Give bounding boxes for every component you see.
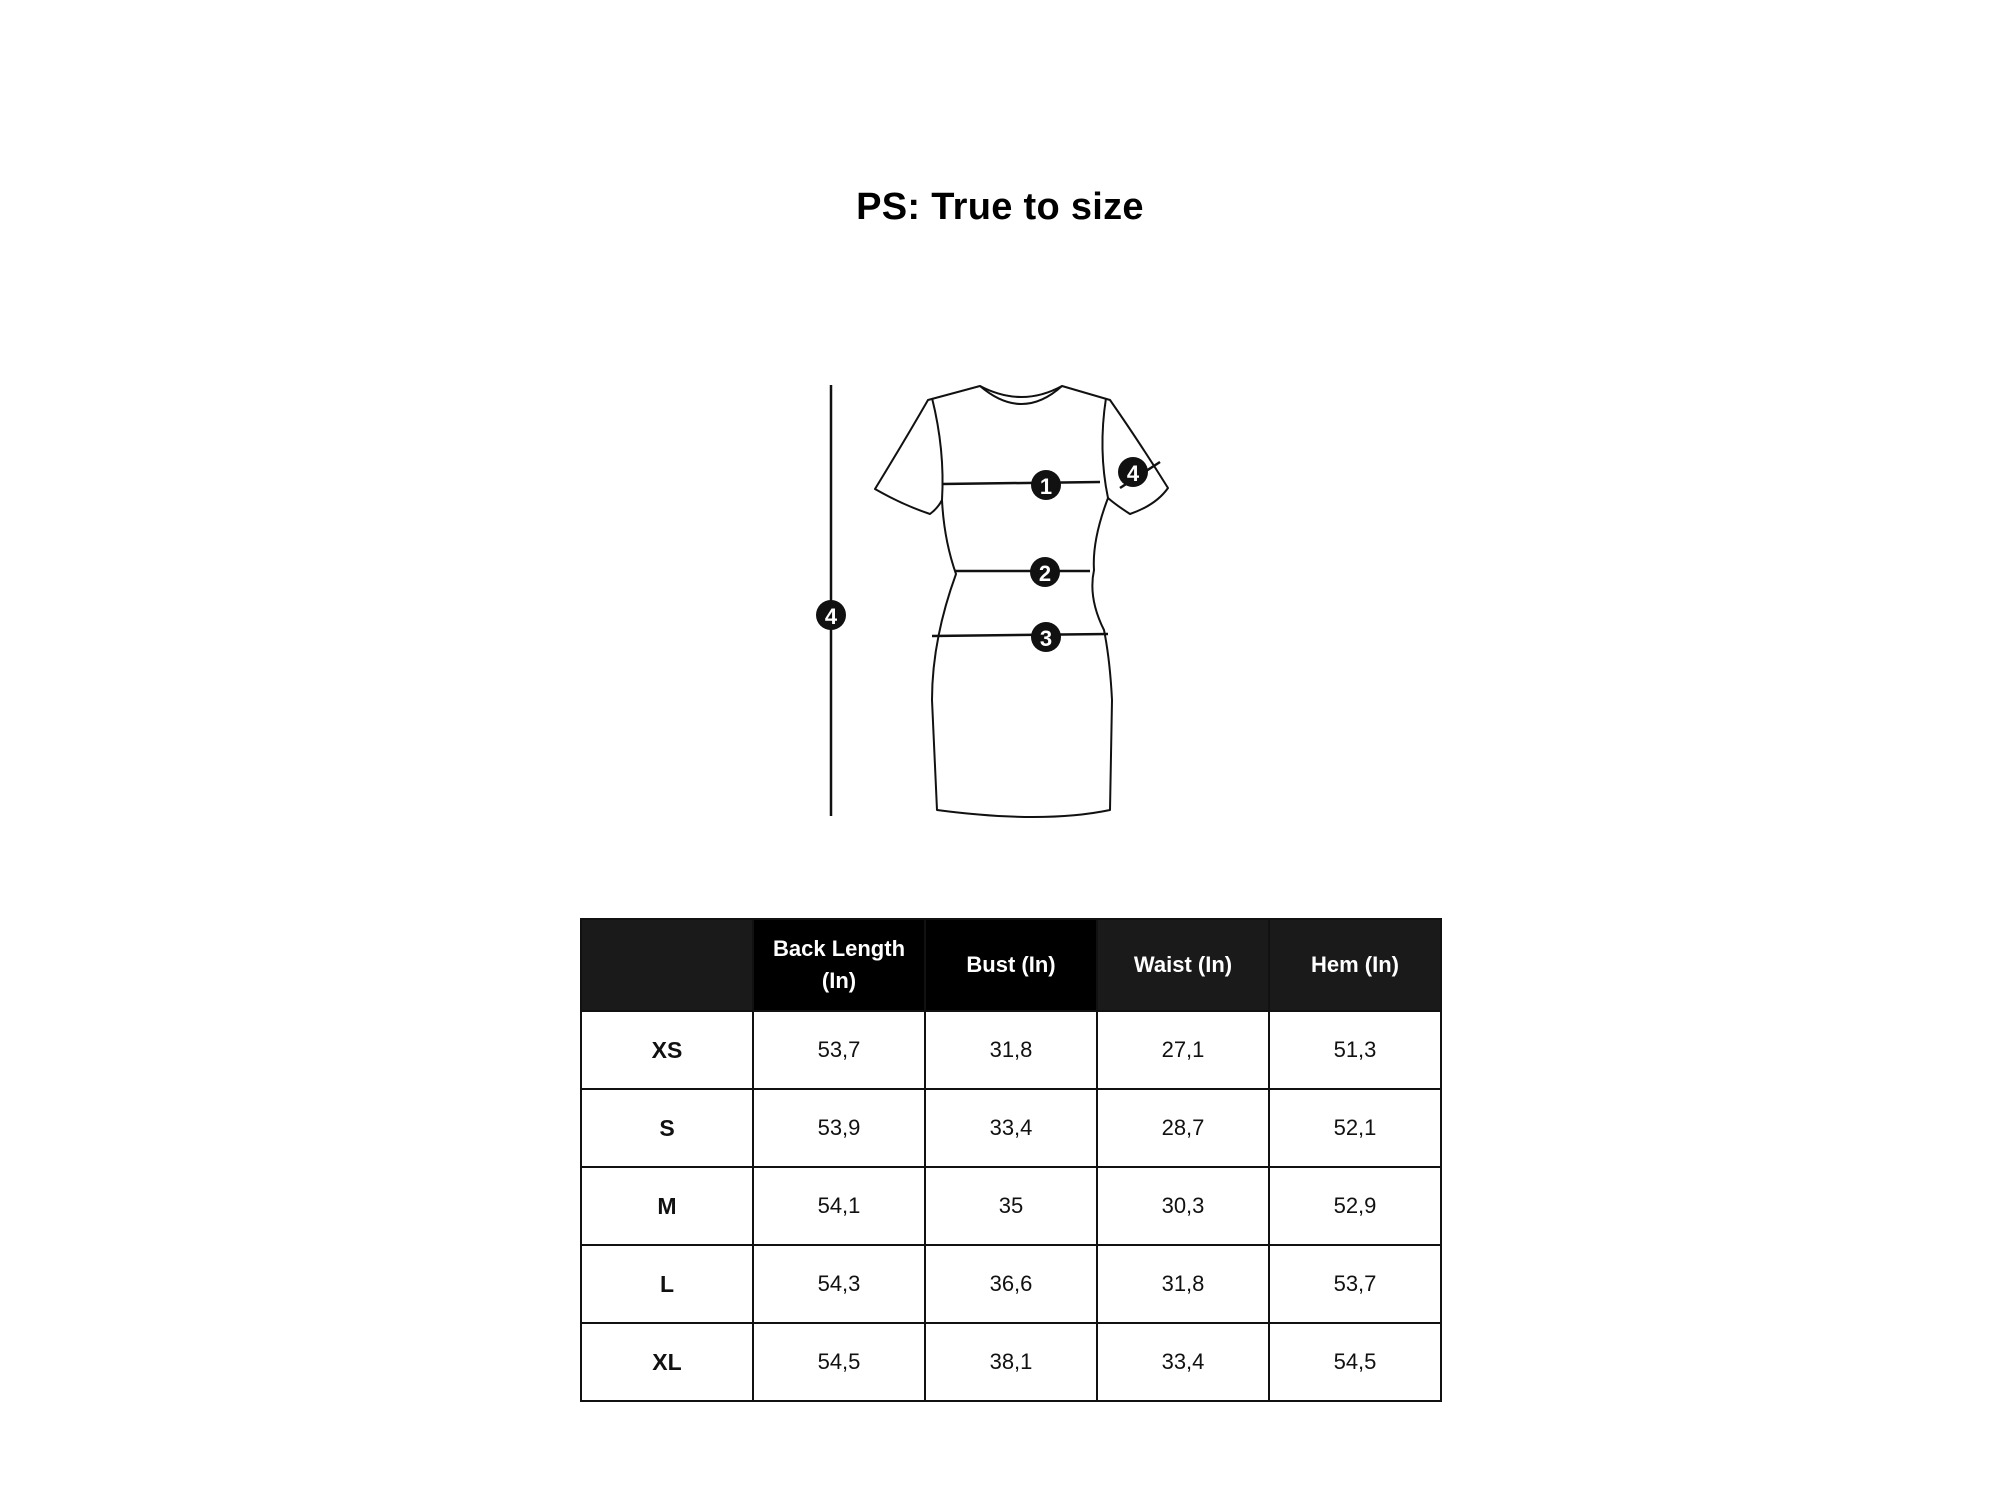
size-label: M	[581, 1167, 753, 1245]
bust-line	[942, 482, 1100, 484]
right-sleeve-seam	[1102, 398, 1108, 498]
waist-value: 33,4	[1097, 1323, 1269, 1401]
bust-value: 36,6	[925, 1245, 1097, 1323]
header-size	[581, 919, 753, 1011]
header-back-length: Back Length (In)	[753, 919, 925, 1011]
header-hem: Hem (In)	[1269, 919, 1441, 1011]
page-title: PS: True to size	[856, 186, 1144, 228]
hem-value: 51,3	[1269, 1011, 1441, 1089]
size-label: XS	[581, 1011, 753, 1089]
table-row	[581, 1245, 1441, 1323]
back-length-value: 53,9	[753, 1089, 925, 1167]
marker-4-sleeve	[1118, 457, 1148, 487]
waist-value: 30,3	[1097, 1167, 1269, 1245]
svg-text:4: 4	[1126, 461, 1140, 486]
bust-value: 38,1	[925, 1323, 1097, 1401]
header-waist: Waist (In)	[1097, 919, 1269, 1011]
marker-1-bust	[1031, 470, 1061, 500]
svg-text:1: 1	[1039, 474, 1053, 499]
svg-text:3: 3	[1039, 626, 1053, 651]
hem-line	[932, 634, 1108, 636]
back-length-value: 54,1	[753, 1167, 925, 1245]
bust-value: 31,8	[925, 1011, 1097, 1089]
size-label: L	[581, 1245, 753, 1323]
waist-value: 31,8	[1097, 1245, 1269, 1323]
table-row	[581, 1011, 1441, 1089]
left-sleeve-seam	[932, 398, 943, 500]
hem-value: 53,7	[1269, 1245, 1441, 1323]
back-length-value: 54,5	[753, 1323, 925, 1401]
marker-2-waist	[1030, 557, 1060, 587]
bust-value: 33,4	[925, 1089, 1097, 1167]
size-label: S	[581, 1089, 753, 1167]
svg-text:4: 4	[824, 604, 838, 629]
size-chart-table	[580, 918, 1442, 1402]
waist-value: 28,7	[1097, 1089, 1269, 1167]
waist-value: 27,1	[1097, 1011, 1269, 1089]
hem-value: 52,9	[1269, 1167, 1441, 1245]
table-row	[581, 1323, 1441, 1401]
marker-3-hem	[1031, 622, 1061, 652]
bust-value: 35	[925, 1167, 1097, 1245]
svg-text:2: 2	[1038, 561, 1052, 586]
header-bust: Bust (In)	[925, 919, 1097, 1011]
dress-outline	[875, 386, 1168, 817]
back-length-value: 54,3	[753, 1245, 925, 1323]
table-header-row	[581, 919, 1441, 1011]
back-length-value: 53,7	[753, 1011, 925, 1089]
table-row	[581, 1089, 1441, 1167]
size-label: XL	[581, 1323, 753, 1401]
table-row	[581, 1167, 1441, 1245]
hem-value: 54,5	[1269, 1323, 1441, 1401]
marker-4-back-length	[816, 600, 846, 630]
hem-value: 52,1	[1269, 1089, 1441, 1167]
